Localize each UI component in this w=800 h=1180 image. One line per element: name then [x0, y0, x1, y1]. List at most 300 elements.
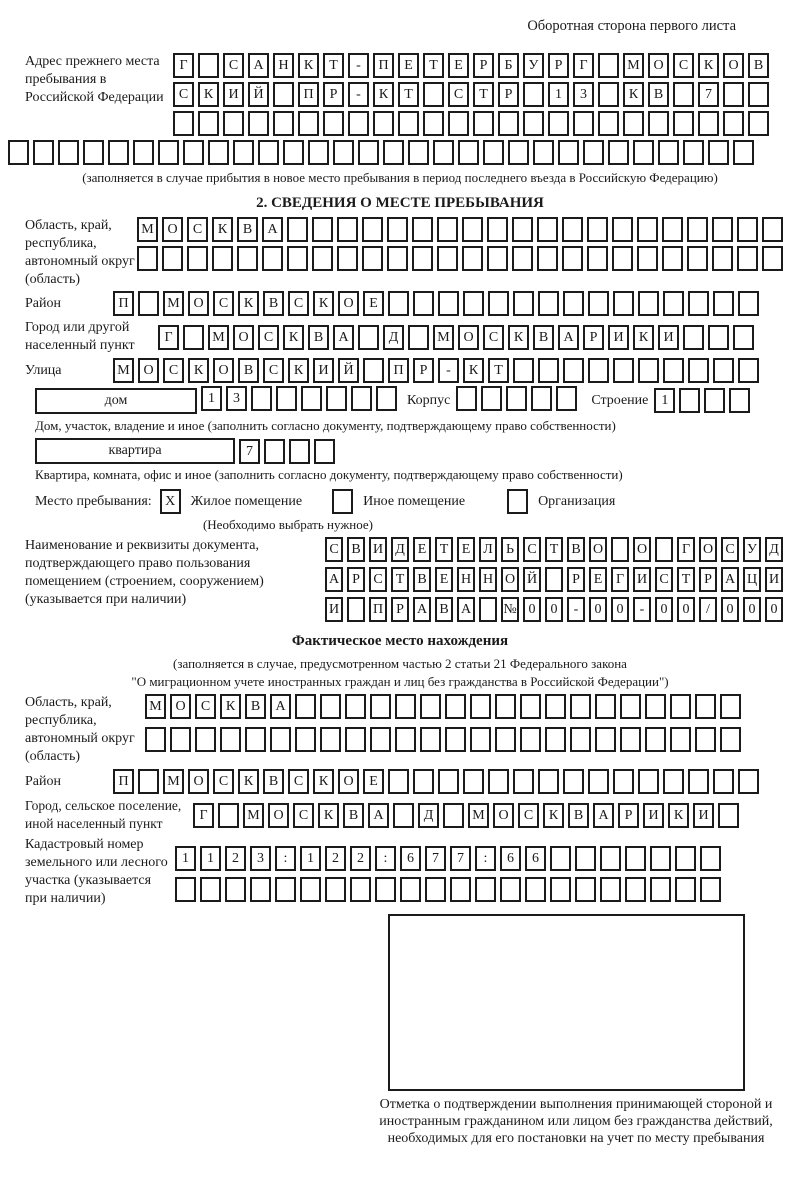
char-box: 0 — [523, 597, 541, 622]
char-box: М — [208, 325, 229, 350]
char-box — [423, 82, 444, 107]
char-box: Б — [498, 53, 519, 78]
stamp-box — [388, 914, 745, 1091]
region3-row-2 — [145, 727, 745, 752]
char-box — [638, 769, 659, 794]
char-box: С — [673, 53, 694, 78]
char-box: Т — [423, 53, 444, 78]
char-box — [687, 217, 708, 242]
stay-place-block — [35, 489, 792, 514]
char-box: - — [438, 358, 459, 383]
char-box — [301, 386, 322, 411]
char-box — [562, 217, 583, 242]
char-box — [625, 877, 646, 902]
char-box — [312, 217, 333, 242]
char-box: И — [658, 325, 679, 350]
char-box — [720, 694, 741, 719]
char-box: С — [655, 567, 673, 592]
char-box — [108, 140, 129, 165]
prev-address-block — [8, 53, 792, 136]
char-box — [251, 386, 272, 411]
char-box: 0 — [589, 597, 607, 622]
char-box — [443, 803, 464, 828]
char-box: О — [493, 803, 514, 828]
char-box: А — [270, 694, 291, 719]
char-box: Т — [323, 53, 344, 78]
char-box: А — [721, 567, 739, 592]
char-box — [600, 846, 621, 871]
char-box — [258, 140, 279, 165]
checkbox-organization — [507, 489, 528, 514]
char-box: С — [288, 291, 309, 316]
char-box — [563, 291, 584, 316]
char-box — [662, 246, 683, 271]
char-box — [398, 111, 419, 136]
char-box — [645, 694, 666, 719]
char-box — [523, 82, 544, 107]
city3-row — [193, 803, 743, 828]
char-box: 7 — [698, 82, 719, 107]
char-box: О — [338, 291, 359, 316]
char-box: Т — [545, 537, 563, 562]
char-box: И — [325, 597, 343, 622]
char-box: П — [298, 82, 319, 107]
char-box — [533, 140, 554, 165]
char-box — [325, 877, 346, 902]
char-box: 1 — [200, 846, 221, 871]
char-box: - — [348, 53, 369, 78]
char-box: Е — [435, 567, 453, 592]
char-box — [370, 694, 391, 719]
char-box: К — [238, 291, 259, 316]
char-box — [208, 140, 229, 165]
char-box — [612, 246, 633, 271]
char-box — [545, 727, 566, 752]
char-box: К — [188, 358, 209, 383]
char-box: С — [518, 803, 539, 828]
char-box: К — [633, 325, 654, 350]
prev-address-label: Адрес прежнего места пребывания в Российской Федерации — [25, 54, 164, 105]
city-row — [158, 325, 758, 350]
char-box — [720, 727, 741, 752]
char-box: Ц — [743, 567, 761, 592]
char-box — [370, 727, 391, 752]
char-box: Е — [448, 53, 469, 78]
char-box: А — [457, 597, 475, 622]
char-box — [708, 140, 729, 165]
char-box — [588, 358, 609, 383]
char-box — [537, 217, 558, 242]
char-box — [463, 769, 484, 794]
char-box: Р — [548, 53, 569, 78]
char-box: С — [258, 325, 279, 350]
char-box — [663, 291, 684, 316]
char-box — [695, 694, 716, 719]
char-box: О — [338, 769, 359, 794]
char-box: Р — [473, 53, 494, 78]
char-box — [264, 439, 285, 464]
char-box — [479, 597, 497, 622]
char-box — [233, 140, 254, 165]
apartment-note: Квартира, комната, офис и иное (заполнить согласно документу, подтверждающему право собственности) — [35, 467, 623, 482]
char-box — [351, 386, 372, 411]
section3-title: Фактическое место нахождения — [291, 633, 509, 649]
char-box — [393, 803, 414, 828]
char-box — [738, 291, 759, 316]
char-box — [326, 386, 347, 411]
char-box — [308, 140, 329, 165]
char-box — [248, 111, 269, 136]
char-box — [598, 111, 619, 136]
char-box — [283, 140, 304, 165]
street-label: Улица — [25, 362, 62, 378]
char-box: Т — [398, 82, 419, 107]
char-box: С — [523, 537, 541, 562]
char-box: К — [698, 53, 719, 78]
char-box: А — [593, 803, 614, 828]
char-box — [625, 846, 646, 871]
char-box: 0 — [743, 597, 761, 622]
char-box — [688, 358, 709, 383]
char-box: И — [313, 358, 334, 383]
char-box — [675, 846, 696, 871]
char-box: К — [288, 358, 309, 383]
char-box — [498, 111, 519, 136]
house-block — [8, 386, 792, 415]
char-box: М — [243, 803, 264, 828]
char-box — [289, 439, 310, 464]
char-box: О — [458, 325, 479, 350]
char-box — [445, 727, 466, 752]
char-box: : — [375, 846, 396, 871]
korpus-row — [456, 386, 581, 411]
char-box — [237, 246, 258, 271]
char-box: О — [501, 567, 519, 592]
char-box: / — [699, 597, 717, 622]
char-box — [198, 111, 219, 136]
char-box — [500, 877, 521, 902]
char-box: Р — [699, 567, 717, 592]
char-box: С — [223, 53, 244, 78]
char-box: В — [568, 803, 589, 828]
char-box — [187, 246, 208, 271]
char-box — [670, 694, 691, 719]
char-box — [520, 727, 541, 752]
char-box: С — [369, 567, 387, 592]
char-box — [587, 246, 608, 271]
char-box — [733, 325, 754, 350]
char-box — [523, 111, 544, 136]
char-box: Р — [413, 358, 434, 383]
choose-note: (Необходимо выбрать нужное) — [202, 517, 374, 532]
char-box — [375, 877, 396, 902]
street-row — [113, 358, 763, 383]
char-box — [675, 877, 696, 902]
char-box — [550, 846, 571, 871]
apartment-cell: квартира — [35, 438, 235, 464]
char-box — [463, 291, 484, 316]
char-box — [488, 769, 509, 794]
char-box — [437, 217, 458, 242]
char-box — [483, 140, 504, 165]
char-box — [262, 246, 283, 271]
char-box: О — [699, 537, 717, 562]
char-box: О — [213, 358, 234, 383]
char-box — [200, 877, 221, 902]
char-box: К — [313, 291, 334, 316]
char-box: Т — [677, 567, 695, 592]
char-box — [470, 727, 491, 752]
prev-address-row-2 — [173, 82, 773, 107]
char-box — [738, 358, 759, 383]
char-box — [320, 727, 341, 752]
char-box: С — [325, 537, 343, 562]
char-box — [762, 217, 783, 242]
char-box — [345, 727, 366, 752]
char-box — [563, 358, 584, 383]
char-box — [220, 727, 241, 752]
char-box — [458, 140, 479, 165]
prev-address-row-3 — [173, 111, 773, 136]
city-label: Город или другой населенный пункт — [25, 320, 135, 353]
char-box: Н — [273, 53, 294, 78]
char-box: К — [220, 694, 241, 719]
char-box — [613, 769, 634, 794]
char-box: М — [163, 769, 184, 794]
char-box — [712, 217, 733, 242]
char-box: В — [237, 217, 258, 242]
char-box — [538, 769, 559, 794]
char-box: Е — [398, 53, 419, 78]
section3-note-1: (заполняется в случае, предусмотренном частью 2 статьи 21 Федерального закона — [173, 656, 627, 671]
char-box: 7 — [239, 439, 260, 464]
char-box: 1 — [201, 386, 222, 411]
char-box: 6 — [525, 846, 546, 871]
prev-address-row-1 — [173, 53, 773, 78]
char-box: М — [113, 358, 134, 383]
char-box — [737, 217, 758, 242]
char-box — [300, 877, 321, 902]
char-box: В — [245, 694, 266, 719]
char-box: Е — [457, 537, 475, 562]
char-box: К — [373, 82, 394, 107]
char-box: И — [633, 567, 651, 592]
char-box — [83, 140, 104, 165]
section2-title: 2. СВЕДЕНИЯ О МЕСТЕ ПРЕБЫВАНИЯ — [256, 195, 544, 211]
char-box — [495, 727, 516, 752]
char-box: Т — [488, 358, 509, 383]
char-box: К — [298, 53, 319, 78]
char-box: К — [212, 217, 233, 242]
char-box: И — [608, 325, 629, 350]
dwelling-option-label: Жилое помещение — [190, 493, 303, 509]
char-box: Н — [457, 567, 475, 592]
other-premises-option-label: Иное помещение — [363, 493, 466, 509]
char-box — [395, 694, 416, 719]
prev-address-row-4 — [8, 140, 792, 165]
char-box: 1 — [654, 388, 675, 413]
char-box: В — [648, 82, 669, 107]
char-box: И — [369, 537, 387, 562]
char-box — [538, 358, 559, 383]
char-box — [673, 111, 694, 136]
char-box — [475, 877, 496, 902]
char-box: В — [413, 567, 431, 592]
char-box: 1 — [175, 846, 196, 871]
char-box — [762, 246, 783, 271]
char-box: С — [721, 537, 739, 562]
char-box — [575, 846, 596, 871]
char-box: Д — [391, 537, 409, 562]
char-box: Т — [473, 82, 494, 107]
char-box: С — [483, 325, 504, 350]
char-box — [588, 769, 609, 794]
char-box — [287, 217, 308, 242]
char-box — [670, 727, 691, 752]
char-box — [550, 877, 571, 902]
char-box: К — [198, 82, 219, 107]
char-box — [713, 769, 734, 794]
char-box — [450, 877, 471, 902]
char-box: К — [318, 803, 339, 828]
char-box: М — [145, 694, 166, 719]
char-box: 3 — [226, 386, 247, 411]
city3-block — [8, 797, 792, 833]
prev-address-note: (заполняется в случае прибытия в новое место пребывания в период последнего въезда в Российскую Федерацию) — [82, 170, 718, 185]
char-box — [729, 388, 750, 413]
char-box: О — [162, 217, 183, 242]
char-box — [633, 140, 654, 165]
street-block — [8, 358, 792, 383]
prev-address-rows — [173, 53, 773, 136]
char-box — [295, 727, 316, 752]
char-box — [613, 291, 634, 316]
stay-place-label: Место пребывания: — [35, 493, 152, 509]
char-box — [337, 217, 358, 242]
char-box — [250, 877, 271, 902]
char-box: 1 — [300, 846, 321, 871]
cadastral-row-2 — [175, 877, 725, 902]
char-box — [425, 877, 446, 902]
char-box — [748, 111, 769, 136]
char-box: И — [643, 803, 664, 828]
char-box: Р — [347, 567, 365, 592]
char-box — [695, 727, 716, 752]
stroenie-label: Строение — [591, 392, 649, 408]
checkbox-dwelling: X — [160, 489, 181, 514]
char-box — [225, 877, 246, 902]
district-block — [8, 291, 792, 316]
char-box — [350, 877, 371, 902]
char-box: Е — [413, 537, 431, 562]
char-box: Й — [523, 567, 541, 592]
char-box: 0 — [721, 597, 739, 622]
char-box — [362, 246, 383, 271]
char-box — [638, 291, 659, 316]
district-label: Район — [25, 295, 61, 311]
char-box — [663, 769, 684, 794]
char-box: : — [275, 846, 296, 871]
document-row-2 — [325, 567, 787, 592]
checkbox-other-premises — [332, 489, 353, 514]
house-number-row — [201, 386, 401, 411]
char-box — [320, 694, 341, 719]
char-box — [712, 246, 733, 271]
char-box: А — [413, 597, 431, 622]
region-label: Область, край, республика, автономный округ (область) — [25, 218, 135, 287]
cadastral-label: Кадастровый номер земельного или лесного участка (указывается при наличии) — [25, 837, 168, 906]
char-box — [295, 694, 316, 719]
char-box: Р — [391, 597, 409, 622]
char-box: О — [268, 803, 289, 828]
char-box: О — [138, 358, 159, 383]
char-box: А — [325, 567, 343, 592]
char-box — [645, 727, 666, 752]
char-box — [663, 358, 684, 383]
char-box — [595, 727, 616, 752]
char-box — [420, 694, 441, 719]
char-box — [538, 291, 559, 316]
char-box: К — [238, 769, 259, 794]
char-box — [637, 246, 658, 271]
char-box — [487, 246, 508, 271]
char-box — [383, 140, 404, 165]
char-box: А — [262, 217, 283, 242]
char-box: Р — [498, 82, 519, 107]
char-box — [713, 358, 734, 383]
char-box — [395, 727, 416, 752]
char-box: М — [137, 217, 158, 242]
district-row — [113, 291, 763, 316]
char-box — [348, 111, 369, 136]
char-box — [218, 803, 239, 828]
char-box — [723, 82, 744, 107]
char-box — [408, 140, 429, 165]
char-box — [598, 82, 619, 107]
char-box — [537, 246, 558, 271]
char-box — [708, 325, 729, 350]
char-box: № — [501, 597, 519, 622]
region-rows — [137, 217, 787, 271]
char-box: К — [668, 803, 689, 828]
char-box — [655, 537, 673, 562]
char-box — [718, 803, 739, 828]
char-box — [673, 82, 694, 107]
stamp-note: Отметка о подтверждении выполнения принимающей стороной и иностранным гражданином или лицом без гражданства действий, необходимых для его постановки на учет по месту пребывания — [379, 1097, 773, 1146]
char-box — [8, 140, 29, 165]
char-box: 7 — [450, 846, 471, 871]
char-box — [400, 877, 421, 902]
char-box — [737, 246, 758, 271]
char-box — [298, 111, 319, 136]
char-box: Т — [391, 567, 409, 592]
house-note: Дом, участок, владение и иное (заполнить согласно документу, подтверждающему право собственности) — [35, 418, 616, 433]
char-box — [337, 246, 358, 271]
char-box: В — [435, 597, 453, 622]
char-box: М — [468, 803, 489, 828]
char-box: О — [188, 291, 209, 316]
char-box — [704, 388, 725, 413]
cadastral-rows — [175, 836, 725, 902]
char-box — [495, 694, 516, 719]
char-box — [713, 291, 734, 316]
char-box — [508, 140, 529, 165]
char-box — [137, 246, 158, 271]
char-box — [556, 386, 577, 411]
char-box — [273, 111, 294, 136]
document-label: Наименование и реквизиты документа, подтверждающего право пользования помещением (строением, сооружением) (указывается при наличии) — [25, 538, 264, 607]
char-box: В — [343, 803, 364, 828]
